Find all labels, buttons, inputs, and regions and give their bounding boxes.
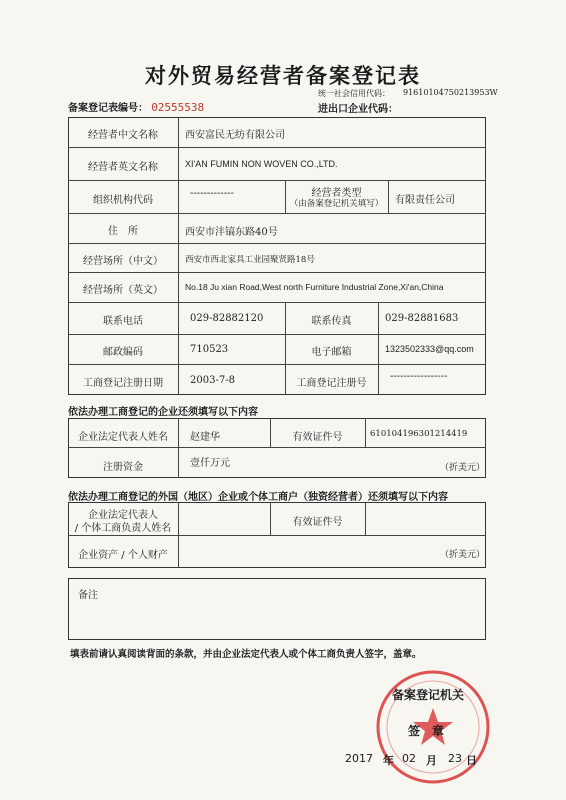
postcode-label: 邮政编码 — [103, 347, 143, 358]
capital-label: 注册资金 — [103, 462, 143, 473]
date-month-unit: 月 — [426, 754, 437, 767]
assets-unit: （折美元） — [440, 550, 486, 560]
phone-value: 029-82882120 — [190, 313, 264, 324]
credit-code-label: 统一社会信用代码： — [318, 89, 390, 98]
id-label: 有效证件号 — [292, 432, 343, 443]
ic-no-value: ----------------- — [390, 371, 448, 382]
reg-no-row — [68, 99, 204, 114]
rep-label-2: / 个体工商负责人姓名 — [74, 523, 172, 534]
ie-code-label: 进出口企业代码： — [318, 104, 398, 115]
site-cn-label: 经营场所（中文） — [83, 256, 163, 267]
date-month: 02 — [402, 752, 416, 765]
en-name-label: 经营者英文名称 — [88, 162, 158, 173]
reg-no-value: 02555538 — [151, 101, 205, 114]
phone-label: 联系电话 — [103, 316, 143, 327]
type-label-1: 经营者类型 — [311, 188, 362, 199]
site-en-label: 经营场所（英文） — [83, 285, 163, 296]
email-label: 电子邮箱 — [311, 347, 352, 358]
fax-label: 联系传真 — [311, 316, 352, 327]
date-year: 2017 — [345, 752, 373, 765]
cn-name-value: 西安富民无纺有限公司 — [185, 130, 285, 141]
assets-label: 企业资产 / 个人财产 — [78, 550, 168, 561]
id-label-2: 有效证件号 — [292, 517, 343, 528]
site-cn-value: 西安市西北家具工业园聚贤路18号 — [185, 255, 315, 265]
authority-label: 备案登记机关 — [392, 688, 465, 702]
id-value: 610104196301214419 — [370, 429, 468, 439]
address-label: 住 所 — [108, 226, 138, 237]
ic-date-value: 2003-7-8 — [190, 375, 235, 386]
date-day-unit: 日 — [466, 754, 477, 767]
ic-date-label: 工商登记注册日期 — [83, 378, 163, 389]
type-value: 有限责任公司 — [395, 195, 455, 206]
form-title: 对外贸易经营者备案登记表 — [145, 64, 421, 88]
section2-heading: 依法办理工商登记的外国（地区）企业或个体工商户（独资经营者）还须填写以下内容 — [68, 492, 448, 503]
reg-no-label: 备案登记表编号： — [68, 103, 148, 114]
en-name-value: XI'AN FUMIN NON WOVEN CO.,LTD. — [185, 159, 338, 169]
postcode-value: 710523 — [190, 344, 229, 355]
address-value: 西安市沣镐东路40号 — [185, 227, 278, 238]
cn-name-label: 经营者中文名称 — [88, 130, 158, 141]
org-code-value: ------------- — [190, 188, 234, 199]
footer-note: 填表前请认真阅读背面的条款，并由企业法定代表人或个体工商负责人签字，盖章。 — [70, 649, 422, 660]
ic-no-label: 工商登记注册号 — [296, 378, 367, 389]
rep-label-1: 企业法定代表人 — [88, 510, 158, 521]
date-day: 23 — [448, 752, 462, 765]
legal-rep-value: 赵建华 — [190, 432, 220, 443]
type-label-2: （由备案登记机关填写） — [289, 199, 384, 209]
date-year-unit: 年 — [383, 754, 394, 767]
section1-heading: 依法办理工商登记的企业还须填写以下内容 — [68, 407, 258, 418]
legal-rep-label: 企业法定代表人姓名 — [78, 432, 168, 443]
site-en-value: No.18 Ju xian Road,West north Furniture Industrial Zone,Xi'an,China — [185, 282, 444, 292]
credit-code-value: 91610104750213953W — [403, 88, 498, 97]
remarks-label: 备注 — [78, 590, 98, 601]
sign-label: 签 章 — [408, 724, 445, 738]
capital-unit: （折美元） — [440, 463, 486, 473]
fax-value: 029-82881683 — [385, 313, 459, 324]
remarks-box — [68, 578, 486, 640]
org-code-label: 组织机构代码 — [93, 195, 153, 206]
capital-value: 壹仟万元 — [190, 458, 230, 469]
email-value: 1323502333@qq.com — [385, 344, 474, 354]
